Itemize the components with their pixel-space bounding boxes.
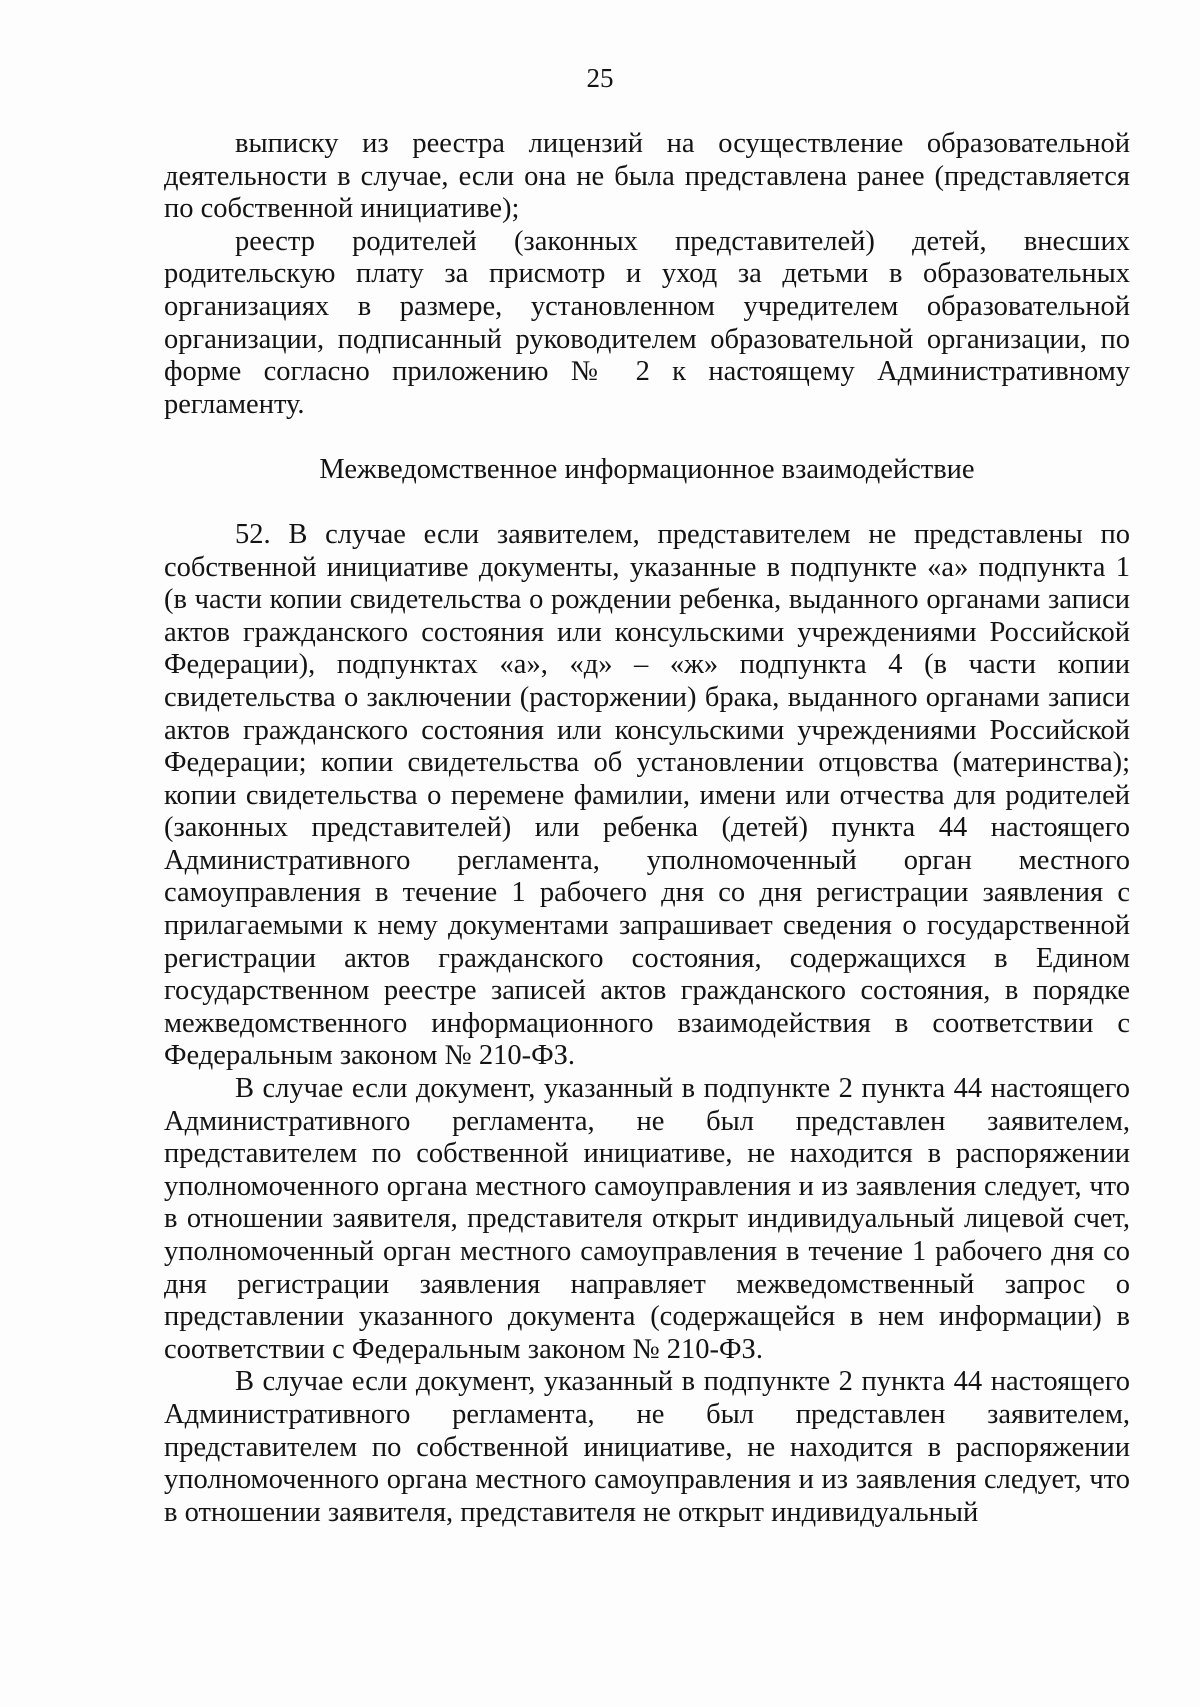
document-body xyxy=(164,128,1130,1529)
paragraph-clause-52: 52. В случае если заявителем, представителем не представлены по собственной инициативе документы, указанные в подпункте «а» подпункта 1 (в части копии свидетельства о рождении ребенка, выданного органами записи актов гражданского состояния или консульскими учреждениями Российской Федерации), подпунктах «а», «д» – «ж» подпункта 4 (в части копии свидетельства о заключении (расторжении) брака, выданного органами записи актов гражданского состояния или консульскими учреждениями Российской Федерации; копии свидетельства об установлении отцовства (материнства); копии свидетельства о перемене фамилии, имени или отчества для родителей (законных представителей) или ребенка (детей) пункта 44 настоящего Административного регламента, уполномоченный орган местного самоуправления в течение 1 рабочего дня со дня регистрации заявления с прилагаемыми к нему документами запрашивает сведения о государственной регистрации актов гражданского состояния, содержащихся в Едином государственном реестре записей актов гражданского состояния, в порядке межведомственного информационного взаимодействия в соответствии с Федеральным законом № 210-ФЗ. xyxy=(164,518,1130,1072)
paragraph-account-opened: В случае если документ, указанный в подпункте 2 пункта 44 настоящего Административного регламента, не был представлен заявителем, представителем по собственной инициативе, не находится в распоряжении уполномоченного органа местного самоуправления и из заявления следует, что в отношении заявителя, представителя открыт индивидуальный лицевой счет, уполномоченный орган местного самоуправления в течение 1 рабочего дня со дня регистрации заявления направляет межведомственный запрос о представлении указанного документа (содержащейся в нем информации) в соответствии с Федеральным законом № 210-ФЗ. xyxy=(164,1073,1130,1365)
section-heading: Межведомственное информационное взаимодействие xyxy=(319,454,975,486)
paragraph-parents-registry: реестр родителей (законных представителей) детей, внесших родительскую плату за присмотр и уход за детьми в образовательных организациях в размере, установленном учредителем образовательной организации, подписанный руководителем образовательной организации, по форме согласно приложению № 2 к настоящему Административному регламенту. xyxy=(164,225,1130,420)
paragraph-account-not-opened: В случае если документ, указанный в подпункте 2 пункта 44 настоящего Административного регламента, не был представлен заявителем, представителем по собственной инициативе, не находится в распоряжении уполномоченного органа местного самоуправления и из заявления следует, что в отношении заявителя, представителя не открыт индивидуальный xyxy=(164,1366,1130,1528)
paragraph-license-extract: выписку из реестра лицензий на осуществление образовательной деятельности в случае, если она не была представлена ранее (представляется по собственной инициативе); xyxy=(164,128,1130,225)
page-number: 25 xyxy=(586,63,614,93)
